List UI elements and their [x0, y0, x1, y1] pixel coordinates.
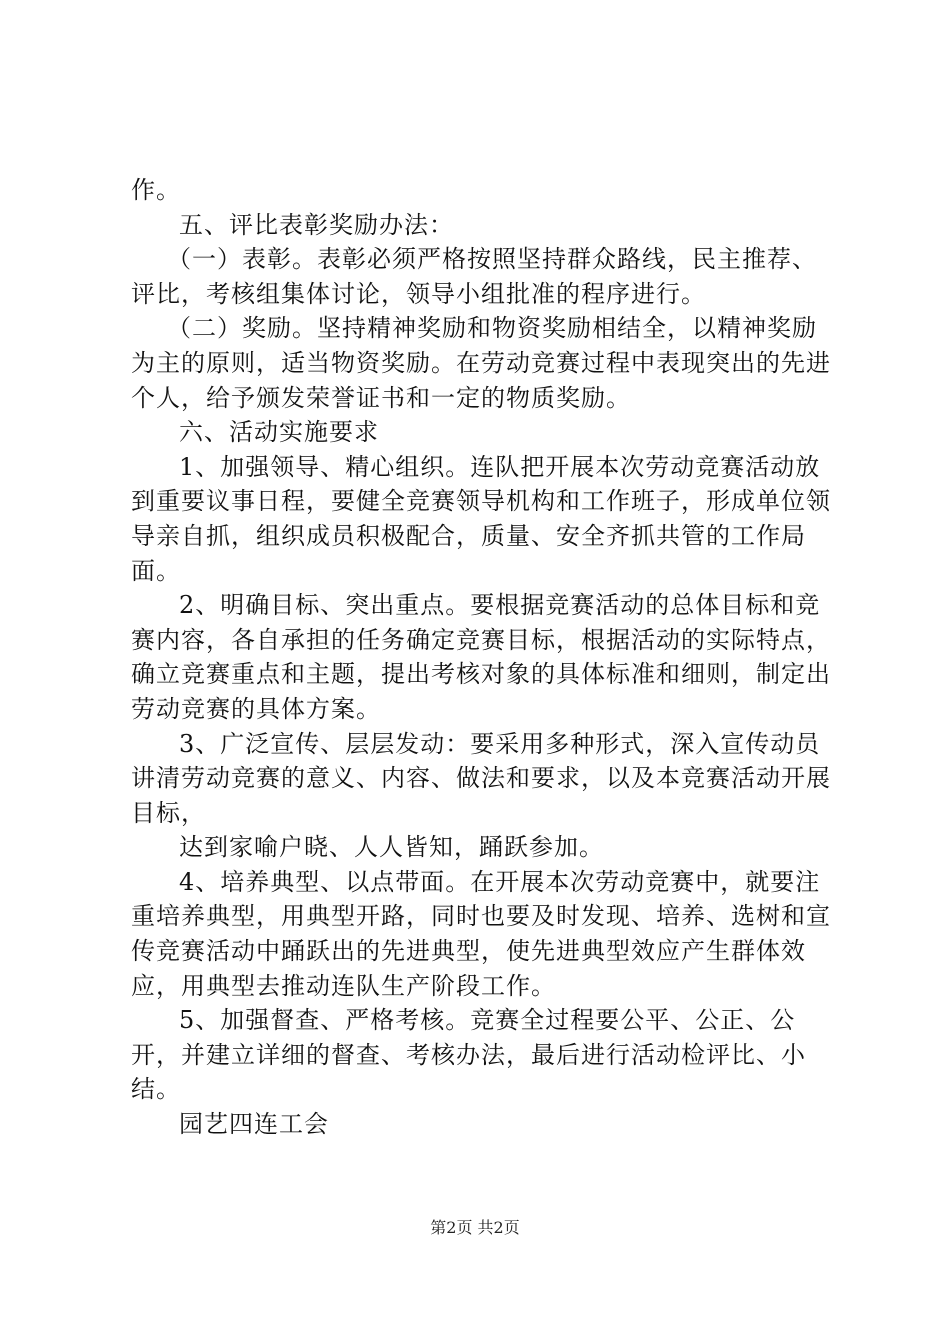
paragraph-continuation: 作。	[131, 176, 181, 204]
paragraph-item-3-continued: 达到家喻户晓、人人皆知，踊跃参加。	[179, 833, 604, 862]
paragraph-item-5: 5、加强督查、严格考核。竞赛全过程要公平、公正、公开，并建立详细的督查、考核办法，最后进行活动检评比、小结。	[131, 1006, 806, 1104]
section-heading-six: 六、活动实施要求	[179, 418, 379, 447]
document-body	[131, 173, 831, 1142]
paragraph-reward: （二）奖励。坚持精神奖励和物资奖励相结全，以精神奖励为主的原则，适当物资奖励。在劳动竞赛过程中表现突出的先进个人，给予颁发荣誉证书和一定的物质奖励。	[131, 314, 831, 412]
paragraph-item-2: 2、明确目标、突出重点。要根据竞赛活动的总体目标和竞赛内容，各自承担的任务确定竞赛目标，根据活动的实际特点，确立竞赛重点和主题，提出考核对象的具体标准和细则，制定出劳动竞赛的具体方案。	[131, 591, 831, 723]
page-footer: 第2页 共2页	[430, 1218, 520, 1237]
paragraph-item-4: 4、培养典型、以点带面。在开展本次劳动竞赛中，就要注重培养典型，用典型开路，同时也要及时发现、培养、选树和宣传竞赛活动中踊跃出的先进典型，使先进典型效应产生群体效应，用典型去推动连队生产阶段工作。	[131, 867, 831, 1000]
paragraph-commendation: （一）表彰。表彰必须严格按照坚持群众路线，民主推荐、评比，考核组集体讨论，领导小组批准的程序进行。	[131, 245, 817, 308]
signature-line: 园艺四连工会	[179, 1110, 329, 1139]
section-heading-five: 五、评比表彰奖励办法：	[179, 210, 454, 239]
paragraph-item-3: 3、广泛宣传、层层发动：要采用多种形式，深入宣传动员讲清劳动竞赛的意义、内容、做法和要求，以及本竞赛活动开展目标，	[131, 729, 831, 827]
paragraph-item-1: 1、加强领导、精心组织。连队把开展本次劳动竞赛活动放到重要议事日程，要健全竞赛领导机构和工作班子，形成单位领导亲自抓，组织成员积极配合，质量、安全齐抓共管的工作局面。	[131, 452, 831, 585]
